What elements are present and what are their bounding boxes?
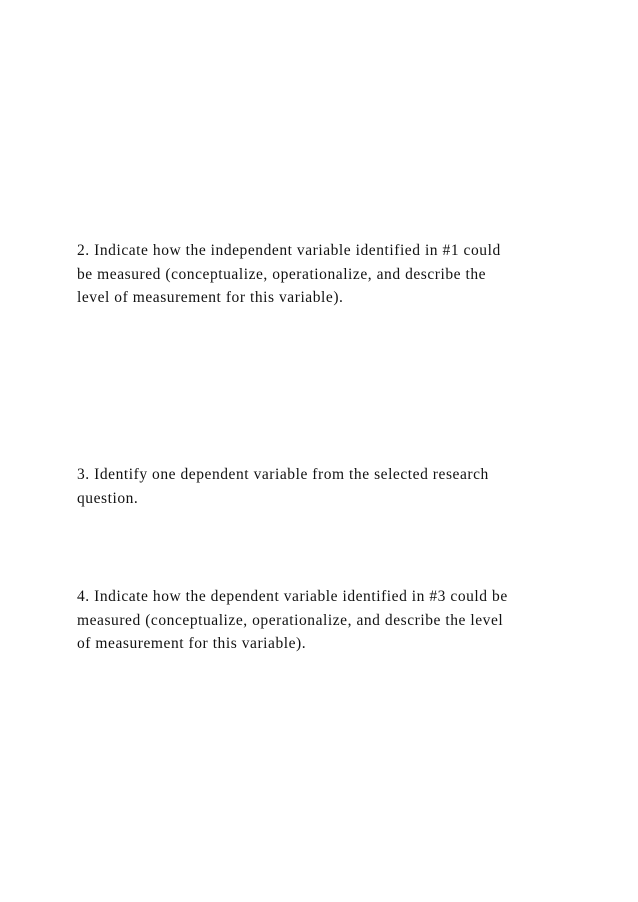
question-3-text: 3. Identify one dependent variable from the selected research question.: [77, 466, 489, 507]
question-4-text: 4. Indicate how the dependent variable identified in #3 could be measured (conceptualize, operationalize, and describe the level of measurement for this variable).: [77, 588, 508, 652]
question-2-text: 2. Indicate how the independent variable identified in #1 could be measured (conceptualize, operationalize, and describe the level of measurement for this variable).: [77, 242, 501, 306]
